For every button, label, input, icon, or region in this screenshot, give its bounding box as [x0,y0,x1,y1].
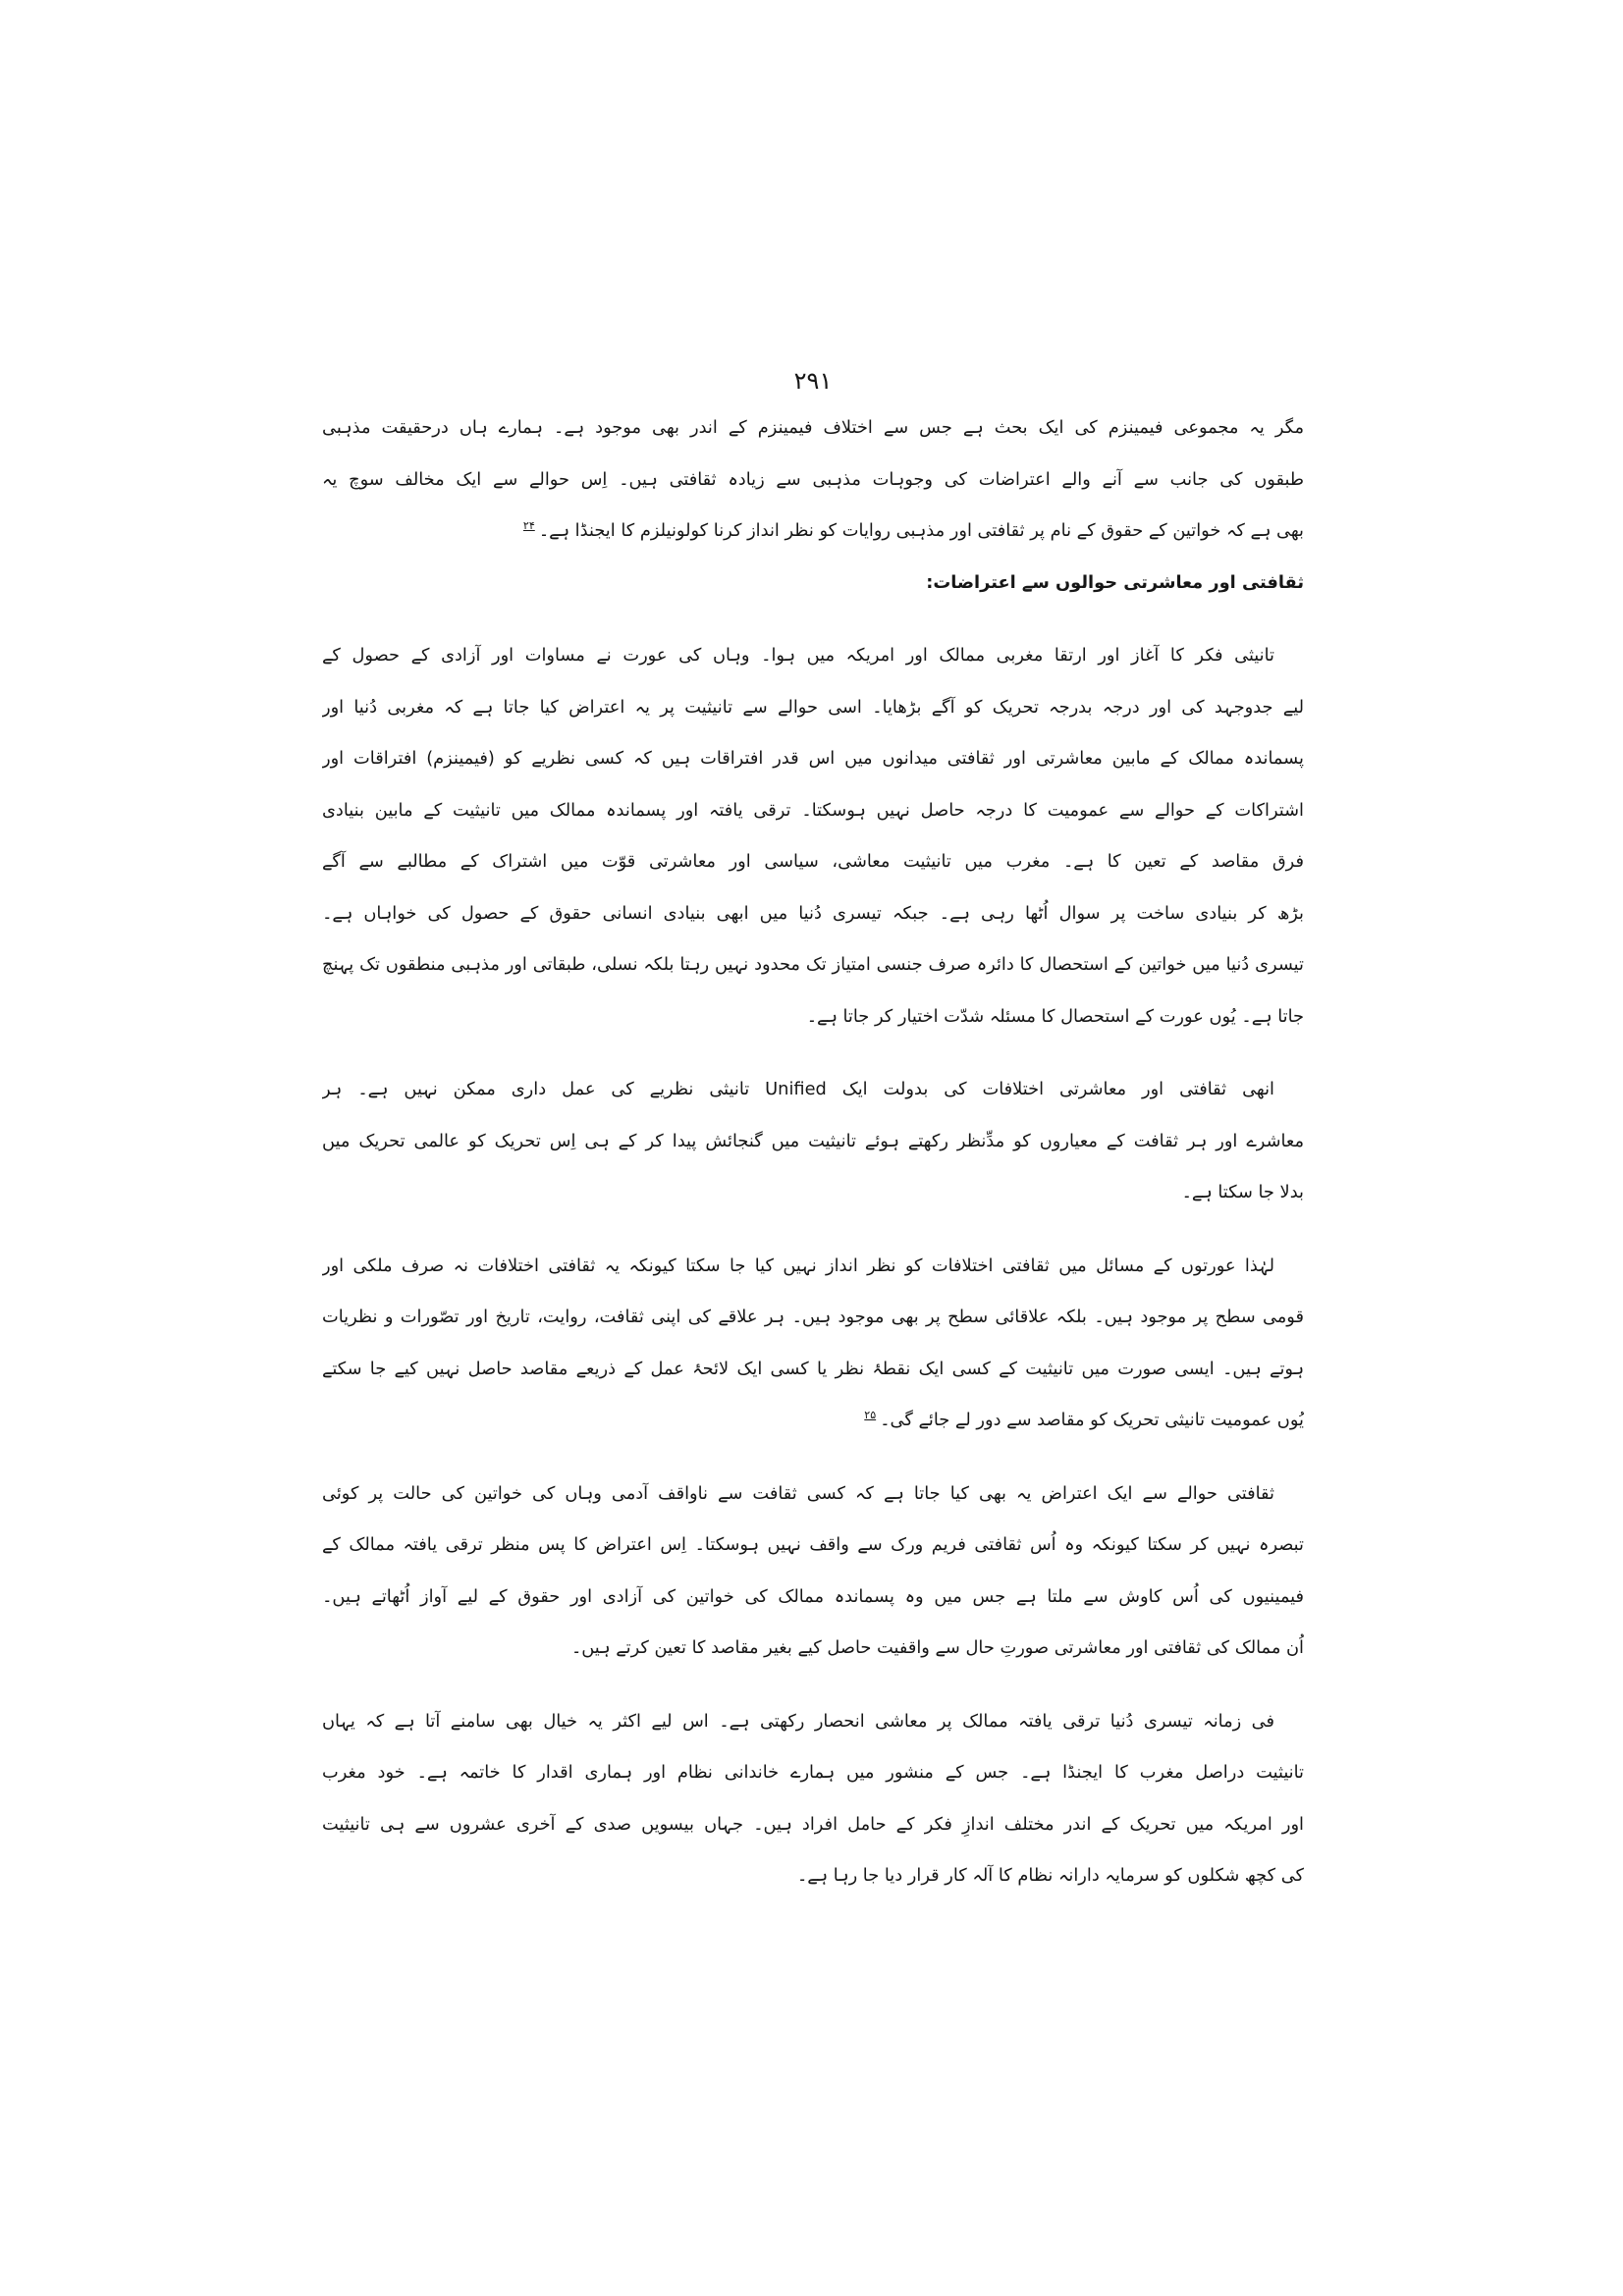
line-text: اُن ممالک کی ثقافتی اور معاشرتی صورتِ حال سے واقفیت حاصل کیے بغیر مقاصد کا تعین کرتے ہیں۔ [570,1637,1304,1658]
text-line [322,1241,1304,1293]
paragraph [322,630,1304,1042]
line-text: کی کچھ شکلوں کو سرمایہ دارانہ نظام کا آلہ کار قرار دیا جا رہا ہے۔ [796,1865,1304,1886]
text-line [322,1395,1304,1447]
line-text: لیے جدوجہد کی اور درجہ بدرجہ تحریک کو آگے بڑھایا۔ اسی حوالے سے تانیثیت پر یہ اعتراض کیا جاتا ہے کہ مغربی دُنیا اور [322,696,1304,718]
line-text: تبصرہ نہیں کر سکتا کیونکہ وہ اُس ثقافتی فریم ورک سے واقف نہیں ہوسکتا۔ اِس اعتراض کا پس منظر ترقی یافتہ ممالک کے [322,1534,1304,1555]
text-line [322,506,1304,558]
text-line [322,785,1304,837]
line-text: اور امریکہ میں تحریک کے اندر مختلف اندازِ فکر کے حامل افراد ہیں۔ جہاں بیسویں صدی کے آخری عشروں سے ہی تانیثیت [322,1813,1304,1835]
text-line [322,1344,1304,1396]
line-text: بدلا جا سکتا ہے۔ [1181,1182,1304,1202]
text-line [322,733,1304,785]
text-line [322,1292,1304,1344]
text-line [322,1572,1304,1624]
text-line [322,888,1304,940]
line-text: فی زمانہ تیسری دُنیا ترقی یافتہ ممالک پر معاشی انحصار رکھتی ہے۔ اس لیے اکثر یہ خیال بھی سامنے آتا ہے کہ یہاں [322,1710,1274,1732]
text-line [322,1520,1304,1572]
footnote-ref: ۲۴ [522,519,535,533]
text-line [322,1747,1304,1799]
text-line [322,1468,1304,1521]
text-line [322,1850,1304,1902]
text-line [322,402,1304,454]
paragraph [322,1696,1304,1902]
line-text: تانیثیت دراصل مغرب کا ایجنڈا ہے۔ جس کے منشور میں ہمارے خاندانی نظام اور ہماری اقدار کا خاتمہ ہے۔ خود مغرب [322,1762,1304,1783]
text-line [322,1064,1304,1116]
line-text: تانیثی فکر کا آغاز اور ارتقا مغربی ممالک اور امریکہ میں ہوا۔ وہاں کی عورت نے مساوات اور آزادی کے حصول کے [322,645,1274,666]
line-text: اشتراکات کے حوالے سے عمومیت کا درجہ حاصل نہیں ہوسکتا۔ ترقی یافتہ اور پسماندہ ممالک میں تانیثیت کے مابین بنیادی [322,799,1304,821]
line-text: لہٰذا عورتوں کے مسائل میں ثقافتی اختلافات کو نظر انداز نہیں کیا جا سکتا کیونکہ یہ ثقافتی اختلافات نہ صرف ملکی اور [322,1255,1274,1276]
line-text: معاشرے اور ہر ثقافت کے معیاروں کو مدِّنظر رکھتے ہوئے تانیثیت میں گنجائش پیدا کر کے ہی اِس تحریک کو عالمی تحریک میں [322,1130,1304,1151]
line-text: مگر یہ مجموعی فیمینزم کی ایک بحث ہے جس سے اختلاف فیمینزم کے اندر بھی موجود ہے۔ ہمارے ہاں درحقیقت مذہبی [322,417,1304,438]
text-line [322,1167,1304,1219]
text-line [322,939,1304,991]
text-line [322,682,1304,734]
paragraph-continuation [322,402,1304,558]
line-text: تیسری دُنیا میں خواتین کے استحصال کا دائرہ صرف جنسی امتیاز تک محدود نہیں رہتا بلکہ نسلی، طبقاتی اور مذہبی منطقوں تک پہنچ [322,954,1304,975]
line-text: بھی ہے کہ خواتین کے حقوق کے نام پر ثقافتی اور مذہبی روایات کو نظر انداز کرنا کولونیلزم کا ایجنڈا ہے۔ [538,520,1304,541]
text-line [322,454,1304,507]
section-heading: ثقافتی اور معاشرتی حوالوں سے اعتراضات: [926,571,1304,593]
line-text: ثقافتی حوالے سے ایک اعتراض یہ بھی کیا جاتا ہے کہ کسی ثقافت سے ناواقف آدمی وہاں کی خواتین کی حالت پر کوئی [322,1482,1274,1504]
footnote-ref: ۲۵ [864,1409,877,1422]
line-text: بڑھ کر بنیادی ساخت پر سوال اُٹھا رہی ہے۔ جبکہ تیسری دُنیا میں ابھی بنیادی انسانی حقوق کے حصول کی خواہاں ہے۔ [322,902,1304,924]
line-text: جاتا ہے۔ یُوں عورت کے استحصال کا مسئلہ شدّت اختیار کر جاتا ہے۔ [806,1005,1304,1027]
paragraph [322,1468,1304,1675]
paragraph [322,1064,1304,1219]
text-line [322,1799,1304,1851]
text-line [322,991,1304,1043]
line-text: فیمینیوں کی اُس کاوش سے ملتا ہے جس میں وہ پسماندہ ممالک کی خواتین کی آزادی اور حقوق کے لیے آواز اُٹھاتے ہیں۔ [322,1585,1304,1607]
line-text: یُوں عمومیت تانیثی تحریک کو مقاصد سے دور لے جائے گی۔ [880,1410,1304,1430]
line-text: طبقوں کی جانب سے آنے والے اعتراضات کی وجوہات مذہبی سے زیادہ ثقافتی ہیں۔ اِس حوالے سے ایک مخالف سوچ یہ [322,468,1304,490]
text-line [322,630,1304,682]
page-body [322,402,1304,1902]
line-text: ہوتے ہیں۔ ایسی صورت میں تانیثیت کے کسی ایک نقطۂ نظر یا کسی ایک لائحۂ عمل کے ذریعے مقاصد حاصل نہیں کیے جا سکتے [322,1358,1304,1379]
line-text: انھی ثقافتی اور معاشرتی اختلافات کی بدولت ایک Unified تانیثی نظریے کی عمل داری ممکن نہیں ہے۔ ہر [322,1079,1274,1099]
line-text: پسماندہ ممالک کے مابین معاشرتی اور ثقافتی میدانوں میں اس قدر افتراقات ہیں کہ کسی نظریے کو (فیمینزم) افتراقات اور [322,748,1304,769]
page-number: ۲۹۱ [793,367,833,395]
text-line [322,1623,1304,1675]
line-text: فرق مقاصد کے تعین کا ہے۔ مغرب میں تانیثیت معاشی، سیاسی اور معاشرتی قوّت میں اشتراک کے مطالبے سے آگے [322,851,1304,872]
paragraph [322,1241,1304,1447]
text-line [322,836,1304,888]
text-line [322,1116,1304,1168]
line-text: قومی سطح پر موجود ہیں۔ بلکہ علاقائی سطح پر بھی موجود ہیں۔ ہر علاقے کی اپنی ثقافت، روایت، تاریخ اور تصّورات و نظریات [322,1307,1304,1327]
text-line [322,1696,1304,1748]
